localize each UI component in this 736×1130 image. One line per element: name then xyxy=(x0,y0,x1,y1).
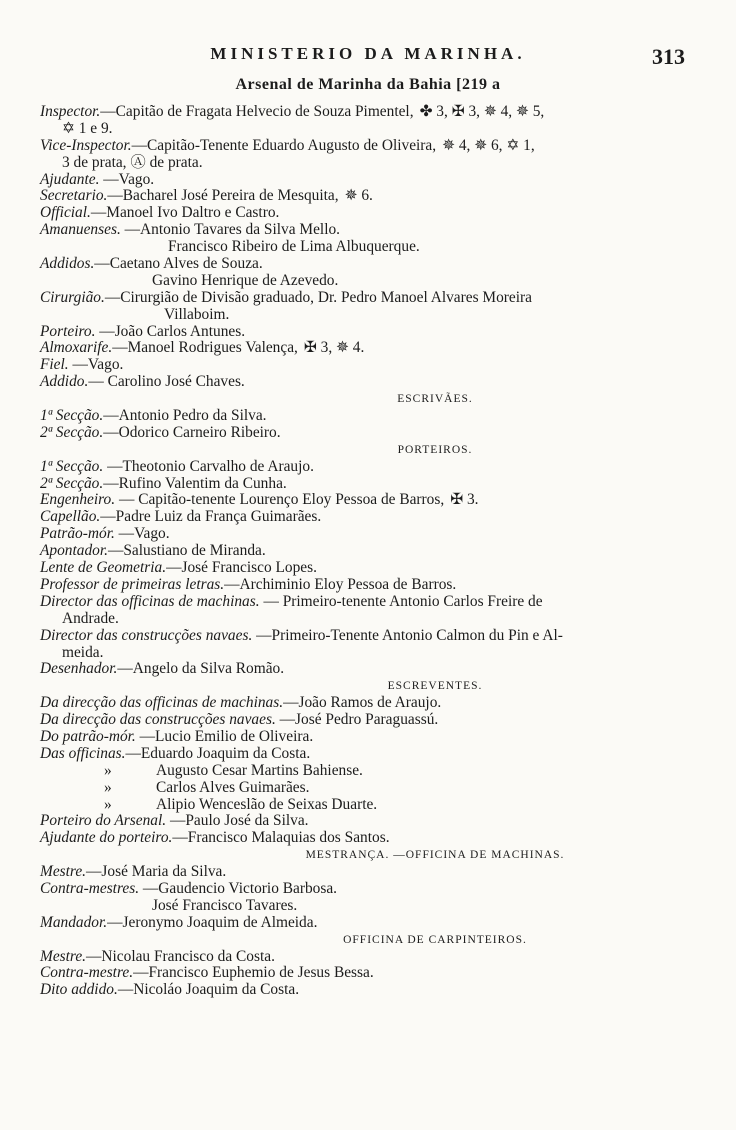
entry-name: Angelo da Silva Romão. xyxy=(132,660,285,678)
entries-list xyxy=(40,104,680,999)
entry-role: Mestre. xyxy=(40,863,87,881)
page-number: 313 xyxy=(652,44,685,69)
entry-name: José Francisco Lopes. xyxy=(181,559,317,577)
entry-separator: — xyxy=(252,626,272,644)
entry-separator: — xyxy=(95,322,115,340)
entry-name: Vago. xyxy=(118,170,155,188)
entry-decorations: ✤ 3, ✠ 3, ✵ 4, ✵ 5, xyxy=(419,103,545,120)
entry-row xyxy=(40,881,680,898)
entry-continuation xyxy=(40,273,680,290)
entry-name: Rufino Valentim da Cunha. xyxy=(118,474,287,492)
entry-role: 1ª Secção. xyxy=(40,457,104,475)
entry-separator: — xyxy=(104,288,121,306)
entry-separator: — xyxy=(166,812,186,830)
entry-role: Dito addido. xyxy=(40,981,118,999)
entry-continuation xyxy=(40,645,680,662)
entry-name: Eduardo Joaquim da Costa. xyxy=(140,744,311,762)
entry-separator: — xyxy=(103,407,119,425)
entry-name: Primeiro-tenente Antonio Carlos Freire de xyxy=(282,592,543,610)
entry-separator: — xyxy=(259,592,283,610)
entry-role: Porteiro do Arsenal. xyxy=(40,812,167,830)
entry-role: Contra-mestre. xyxy=(40,964,134,982)
section-heading-text: OFFICINA DE CARPINTEIROS. xyxy=(343,933,527,946)
entry-row xyxy=(40,830,680,847)
entry-row xyxy=(40,746,680,763)
entry-role: Cirurgião. xyxy=(40,288,105,306)
entry-row xyxy=(40,729,680,746)
entry-name: Capitão-Tenente Eduardo Augusto de Oliveira, xyxy=(146,136,437,154)
entry-row xyxy=(40,712,680,729)
entry-separator: — xyxy=(131,136,147,154)
entry-row xyxy=(40,560,680,577)
entry-name: Manoel Rodrigues Valença, xyxy=(127,339,298,357)
entry-name: Gaudencio Victorio Barbosa. xyxy=(158,879,338,897)
entry-role: Director das officinas de machinas. xyxy=(40,592,260,610)
entry-separator: — xyxy=(100,103,116,120)
entry-row xyxy=(40,222,680,239)
entry-continuation xyxy=(40,155,680,172)
entry-name: Jeronymo Joaquim de Almeida. xyxy=(122,913,318,931)
entry-row xyxy=(40,138,680,155)
entry-decorations: ✵ 6. xyxy=(344,187,373,205)
section-heading-text: ESCREVENTES. xyxy=(387,680,483,693)
entry-row xyxy=(40,408,680,425)
entry-role: Porteiro. xyxy=(40,322,96,340)
entry-role: Fiel. xyxy=(40,356,69,374)
entry-row xyxy=(40,594,680,611)
entry-row xyxy=(40,797,680,814)
entry-role: Do patrão-mór. xyxy=(40,727,136,745)
entry-row xyxy=(40,780,680,797)
ditto-mark: » xyxy=(104,795,112,813)
entry-separator: — xyxy=(90,204,107,222)
entry-row xyxy=(40,425,680,442)
entry-role: Patrão-mór. xyxy=(40,525,115,543)
section-heading xyxy=(40,678,680,695)
entry-separator: — xyxy=(135,727,156,745)
entry-row xyxy=(40,357,680,374)
entry-separator: — xyxy=(99,170,119,188)
entry-separator: — xyxy=(88,373,108,391)
entry-decorations: ✠ 3, ✵ 4. xyxy=(303,339,365,357)
entry-separator: — xyxy=(103,423,119,441)
entry-continuation xyxy=(40,611,680,628)
entry-continuation-text: meida. xyxy=(62,643,104,661)
entry-role: Professor de primeiras letras. xyxy=(40,575,225,593)
entry-name: Antonio Pedro da Silva. xyxy=(118,407,267,425)
entry-role: Mandador. xyxy=(40,913,108,931)
entry-row xyxy=(40,526,680,543)
ditto-mark: » xyxy=(104,778,112,796)
section-heading-text: ESCRIVÃES. xyxy=(397,393,473,406)
entry-name: Capitão-tenente Lourenço Eloy Pessoa de Barros, xyxy=(138,491,445,509)
entry-name: José Maria da Silva. xyxy=(101,863,227,881)
entry-role: Apontador. xyxy=(40,542,108,560)
entry-name: João Carlos Antunes. xyxy=(114,322,246,340)
entry-role: Official. xyxy=(40,204,91,222)
entry-row xyxy=(40,695,680,712)
entry-role: 2ª Secção. xyxy=(40,423,104,441)
entry-row xyxy=(40,949,680,966)
entry-separator: — xyxy=(103,457,123,475)
entry-name: Salustiano de Miranda. xyxy=(123,542,266,560)
entry-row xyxy=(40,982,680,999)
section-heading-text: PORTEIROS. xyxy=(397,443,473,456)
entry-row xyxy=(40,763,680,780)
entry-continuation-text: José Francisco Tavares. xyxy=(152,896,298,914)
entry-separator: — xyxy=(107,187,123,205)
entry-name: José Pedro Paraguassú. xyxy=(295,711,439,729)
section-heading xyxy=(40,442,680,459)
entry-continuation xyxy=(40,121,680,138)
entry-name: Theotonio Carvalho de Araujo. xyxy=(122,457,314,475)
ditto-mark: » xyxy=(104,761,112,779)
entry-row xyxy=(40,965,680,982)
entry-name: Odorico Carneiro Ribeiro. xyxy=(118,423,281,441)
entry-separator: — xyxy=(133,964,149,982)
section-heading xyxy=(40,391,680,408)
entry-row xyxy=(40,290,680,307)
entry-separator: — xyxy=(117,981,134,999)
entry-name: Carlos Alves Guimarães. xyxy=(156,778,310,796)
entry-separator: — xyxy=(224,575,240,593)
entry-role: Da direcção das officinas de machinas. xyxy=(40,694,284,712)
entry-row xyxy=(40,492,680,509)
entry-name: Vago. xyxy=(87,356,124,374)
entry-name: Paulo José da Silva. xyxy=(185,812,309,830)
entry-role: Contra-mestres. xyxy=(40,879,140,897)
section-heading-text: MESTRANÇA. —OFFICINA DE MACHINAS. xyxy=(305,849,565,862)
entry-row xyxy=(40,188,680,205)
section-heading xyxy=(40,932,680,949)
entry-separator: — xyxy=(112,339,128,357)
entry-role: 1ª Secção. xyxy=(40,407,104,425)
entry-name: Carolino José Chaves. xyxy=(107,373,245,391)
entry-name: João Ramos de Araujo. xyxy=(298,694,442,712)
entry-name: Padre Luiz da França Guimarães. xyxy=(115,508,322,526)
entry-name: Bacharel José Pereira de Mesquita, xyxy=(122,187,339,205)
entry-separator: — xyxy=(114,525,135,543)
entry-continuation xyxy=(40,307,680,324)
entry-name: Augusto Cesar Martins Bahiense. xyxy=(156,761,363,779)
entry-role: Almoxarife. xyxy=(40,339,113,357)
entry-separator: — xyxy=(86,947,102,965)
entry-separator: — xyxy=(166,559,182,577)
entry-row xyxy=(40,543,680,560)
entry-continuation-text: Andrade. xyxy=(62,609,119,627)
page-header-title: MINISTERIO DA MARINHA. xyxy=(210,44,526,63)
entry-continuation-text: Gavino Henrique de Azevedo. xyxy=(152,271,339,289)
entry-role: Amanuenses. xyxy=(40,221,121,239)
entry-continuation xyxy=(40,239,680,256)
entry-name: Caetano Alves de Souza. xyxy=(109,255,263,273)
entry-continuation-text: Francisco Ribeiro de Lima Albuquerque. xyxy=(168,238,420,256)
entry-name: Lucio Emilio de Oliveira. xyxy=(155,727,314,745)
entry-row xyxy=(40,915,680,932)
entry-row xyxy=(40,864,680,881)
entry-row xyxy=(40,374,680,391)
entry-role: Addidos. xyxy=(40,255,95,273)
entry-name: Francisco Euphemio de Jesus Bessa. xyxy=(148,964,374,982)
entry-row xyxy=(40,628,680,645)
entry-separator: — xyxy=(172,829,188,847)
entry-role: Addido. xyxy=(40,373,89,391)
entry-role: Capellão. xyxy=(40,508,101,526)
entry-role: Vice-Inspector. xyxy=(40,136,132,154)
entry-name: Cirurgião de Divisão graduado, Dr. Pedro Manoel Alvares Moreira xyxy=(120,288,532,306)
entry-row xyxy=(40,476,680,493)
entry-separator: — xyxy=(107,913,123,931)
section-heading xyxy=(40,847,680,864)
entry-row xyxy=(40,205,680,222)
entry-separator: — xyxy=(100,508,116,526)
entry-name: Manoel Ivo Daltro e Castro. xyxy=(106,204,280,222)
entry-separator: — xyxy=(283,694,299,712)
entry-row xyxy=(40,813,680,830)
entry-role: Lente de Geometria. xyxy=(40,559,167,577)
entry-name: Nicoláo Joaquim da Costa. xyxy=(133,981,300,999)
entry-role: Ajudante do porteiro. xyxy=(40,829,173,847)
entry-row xyxy=(40,509,680,526)
entry-separator: — xyxy=(68,356,88,374)
entry-separator: — xyxy=(275,711,296,729)
entry-continuation-text: Villaboim. xyxy=(164,305,230,323)
entry-role: 2ª Secção. xyxy=(40,474,104,492)
entry-separator: — xyxy=(115,491,139,509)
entry-separator: — xyxy=(107,542,124,560)
entry-name: Primeiro-Tenente Antonio Calmon du Pin e Al- xyxy=(271,626,563,644)
entry-role: Mestre. xyxy=(40,947,87,965)
entry-row xyxy=(40,340,680,357)
entry-row xyxy=(40,459,680,476)
entry-name: Capitão de Fragata Helvecio de Souza Pimentel, xyxy=(115,103,414,120)
entry-decorations: ✠ 3. xyxy=(450,491,479,509)
entry-role: Inspector. xyxy=(40,103,101,120)
entry-role: Da direcção das construcções navaes. xyxy=(40,711,276,729)
entry-row xyxy=(40,324,680,341)
entry-separator: — xyxy=(139,879,159,897)
entry-name: Francisco Malaquias dos Santos. xyxy=(187,829,390,847)
entry-name: Vago. xyxy=(134,525,170,543)
entry-name: Alipio Wenceslão de Seixas Duarte. xyxy=(156,795,378,813)
entry-separator: — xyxy=(125,744,141,762)
entry-row xyxy=(40,256,680,273)
entry-role: Das officinas. xyxy=(40,744,126,762)
entry-row xyxy=(40,104,680,121)
entry-role: Desenhador. xyxy=(40,660,118,678)
entry-separator: — xyxy=(117,660,133,678)
entry-separator: — xyxy=(86,863,102,881)
entry-separator: — xyxy=(94,255,110,273)
entry-separator: — xyxy=(103,474,119,492)
entry-separator: — xyxy=(120,221,141,239)
entry-role: Secretario. xyxy=(40,187,108,205)
entry-row xyxy=(40,577,680,594)
entry-name: Antonio Tavares da Silva Mello. xyxy=(140,221,341,239)
entry-continuation-text: 3 de prata, Ⓐ de prata. xyxy=(62,153,203,171)
entry-row xyxy=(40,661,680,678)
entry-role: Ajudante. xyxy=(40,170,100,188)
entry-continuation-text: ✡ 1 e 9. xyxy=(62,119,113,137)
entry-decorations: ✵ 4, ✵ 6, ✡ 1, xyxy=(442,136,535,154)
entry-role: Director das construcções navaes. xyxy=(40,626,253,644)
entry-row xyxy=(40,172,680,189)
entry-continuation xyxy=(40,898,680,915)
entry-name: Archiminio Eloy Pessoa de Barros. xyxy=(239,575,457,593)
entry-name: Nicolau Francisco da Costa. xyxy=(101,947,275,965)
entry-role: Engenheiro. xyxy=(40,491,116,509)
page-subtitle: Arsenal de Marinha da Bahia [219 a xyxy=(235,76,501,93)
